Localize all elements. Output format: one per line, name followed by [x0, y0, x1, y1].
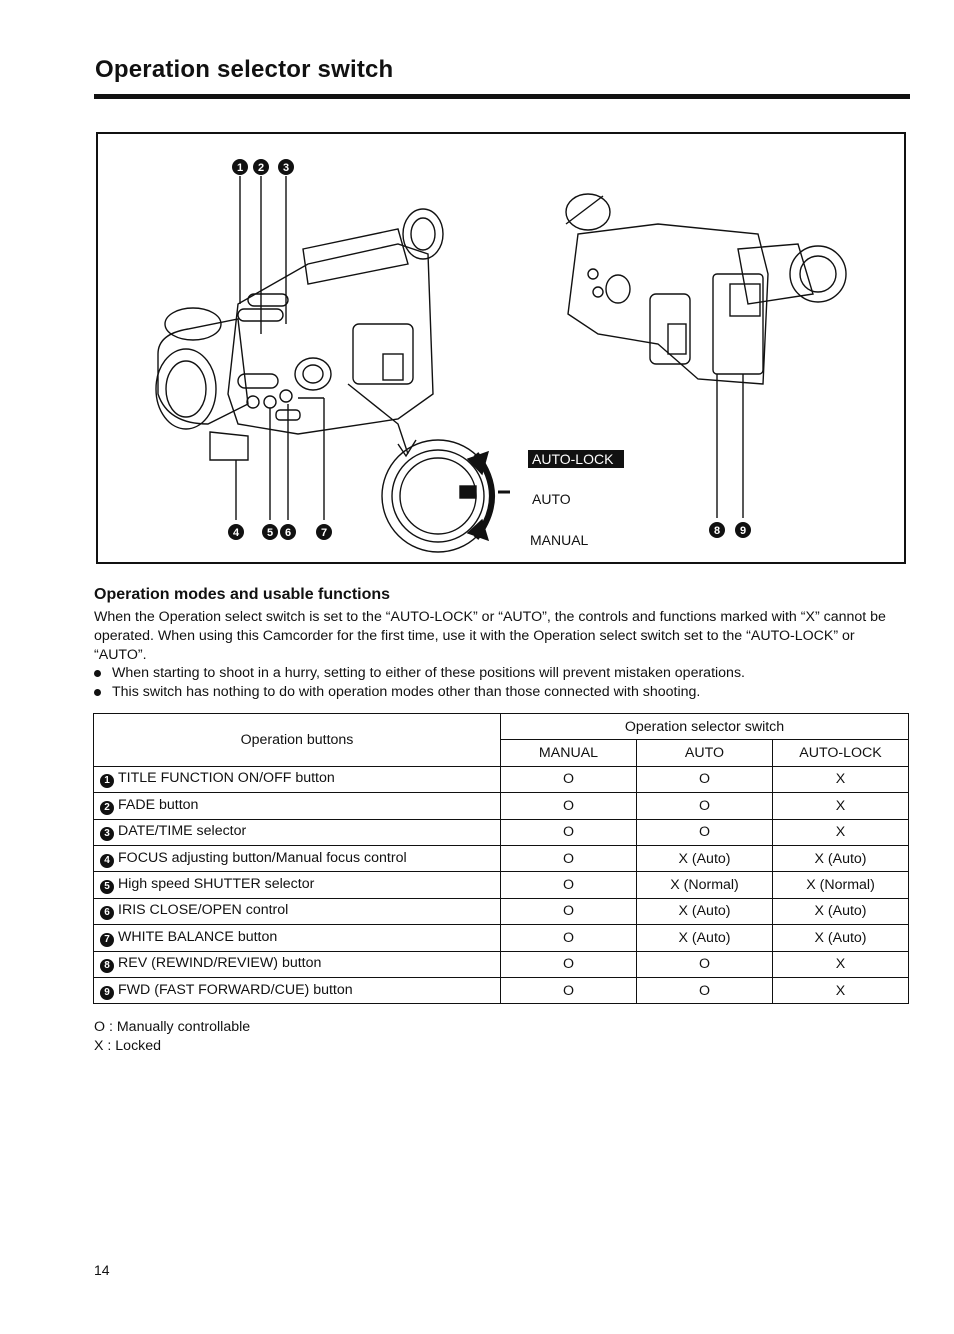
selector-switch-header: Operation selector switch	[501, 714, 909, 740]
number-badge: 6	[100, 906, 114, 920]
table-row	[94, 793, 909, 819]
number-badge: 3	[100, 827, 114, 841]
auto-value: O	[637, 819, 773, 845]
legend-manual: O : Manually controllable	[94, 1019, 251, 1035]
section-heading: Operation modes and usable functions	[94, 586, 391, 603]
button-name: FOCUS adjusting button/Manual focus control	[118, 849, 407, 866]
left-camcorder-body	[228, 244, 433, 434]
camcorder-illustration	[98, 134, 904, 562]
auto-lock-value: X	[773, 793, 909, 819]
button-name: TITLE FUNCTION ON/OFF button	[118, 770, 335, 787]
callout-4: 4	[232, 527, 240, 539]
callout-2: 2	[257, 162, 265, 174]
bullet-list	[94, 664, 906, 702]
button-name: FADE button	[118, 796, 199, 813]
auto-lock-value: X (Auto)	[773, 898, 909, 924]
auto-lock-value: X	[773, 951, 909, 977]
mode-header-auto: AUTO	[637, 740, 773, 766]
manual-value: O	[501, 977, 637, 1003]
table-row	[94, 766, 909, 792]
manual-value: O	[501, 872, 637, 898]
list-item: This switch has nothing to do with operation modes other than those connected with shooting.	[94, 683, 906, 702]
table-row	[94, 977, 909, 1003]
number-badge: 1	[100, 774, 114, 788]
button-name: DATE/TIME selector	[118, 823, 247, 840]
callout-6: 6	[284, 527, 292, 539]
operation-buttons-header: Operation buttons	[94, 714, 501, 767]
camcorder-figure	[96, 132, 906, 564]
manual-value: O	[501, 819, 637, 845]
auto-lock-value: X	[773, 766, 909, 792]
auto-value: X (Auto)	[637, 898, 773, 924]
button-name: WHITE BALANCE button	[118, 928, 278, 945]
table-row	[94, 951, 909, 977]
callout-1: 1	[236, 162, 244, 174]
callout-5: 5	[266, 527, 274, 539]
intro-paragraph: When the Operation select switch is set to the “AUTO-LOCK” or “AUTO”, the controls and functions marked with “X” cannot be operated. When using this Camcorder for the first time, use it with the Operation select switch set to the “AUTO-LOCK” or “AUTO”.	[94, 609, 886, 663]
auto-lock-value: X (Auto)	[773, 925, 909, 951]
legend	[94, 1018, 250, 1056]
callout-9: 9	[739, 525, 747, 537]
mode-header-manual: MANUAL	[501, 740, 637, 766]
manual-value: O	[501, 951, 637, 977]
right-camcorder-body	[568, 224, 768, 384]
page-number: 14	[94, 1262, 110, 1278]
callout-8: 8	[713, 525, 721, 537]
manual-value: O	[501, 845, 637, 871]
manual-value: O	[501, 766, 637, 792]
number-badge: 5	[100, 880, 114, 894]
auto-lock-value: X (Auto)	[773, 845, 909, 871]
callout-7: 7	[320, 527, 328, 539]
list-item: When starting to shoot in a hurry, setting to either of these positions will prevent mistaken operations.	[94, 664, 906, 683]
table-row	[94, 819, 909, 845]
manual-label: MANUAL	[530, 532, 589, 548]
title-rule	[94, 94, 910, 99]
auto-value: X (Normal)	[637, 872, 773, 898]
auto-lock-value: X (Normal)	[773, 872, 909, 898]
table-row	[94, 925, 909, 951]
auto-lock-label: AUTO-LOCK	[532, 451, 614, 467]
number-badge: 8	[100, 959, 114, 973]
number-badge: 9	[100, 986, 114, 1000]
number-badge: 2	[100, 801, 114, 815]
manual-value: O	[501, 793, 637, 819]
auto-value: O	[637, 793, 773, 819]
auto-lock-value: X	[773, 819, 909, 845]
auto-value: X (Auto)	[637, 845, 773, 871]
button-name: High speed SHUTTER selector	[118, 876, 315, 893]
button-name: FWD (FAST FORWARD/CUE) button	[118, 981, 353, 998]
auto-lock-value: X	[773, 977, 909, 1003]
table-row	[94, 872, 909, 898]
operation-table	[93, 713, 909, 1004]
auto-value: O	[637, 951, 773, 977]
auto-value: X (Auto)	[637, 925, 773, 951]
legend-locked: X : Locked	[94, 1038, 162, 1054]
auto-value: O	[637, 977, 773, 1003]
number-badge: 4	[100, 854, 114, 868]
mode-header-auto-lock: AUTO-LOCK	[773, 740, 909, 766]
manual-value: O	[501, 898, 637, 924]
table-row	[94, 845, 909, 871]
page-title: Operation selector switch	[95, 56, 394, 83]
manual-value: O	[501, 925, 637, 951]
callout-3: 3	[282, 162, 290, 174]
auto-label: AUTO	[532, 491, 571, 507]
table-row	[94, 898, 909, 924]
button-name: REV (REWIND/REVIEW) button	[118, 955, 322, 972]
auto-value: O	[637, 766, 773, 792]
button-name: IRIS CLOSE/OPEN control	[118, 902, 289, 919]
number-badge: 7	[100, 933, 114, 947]
